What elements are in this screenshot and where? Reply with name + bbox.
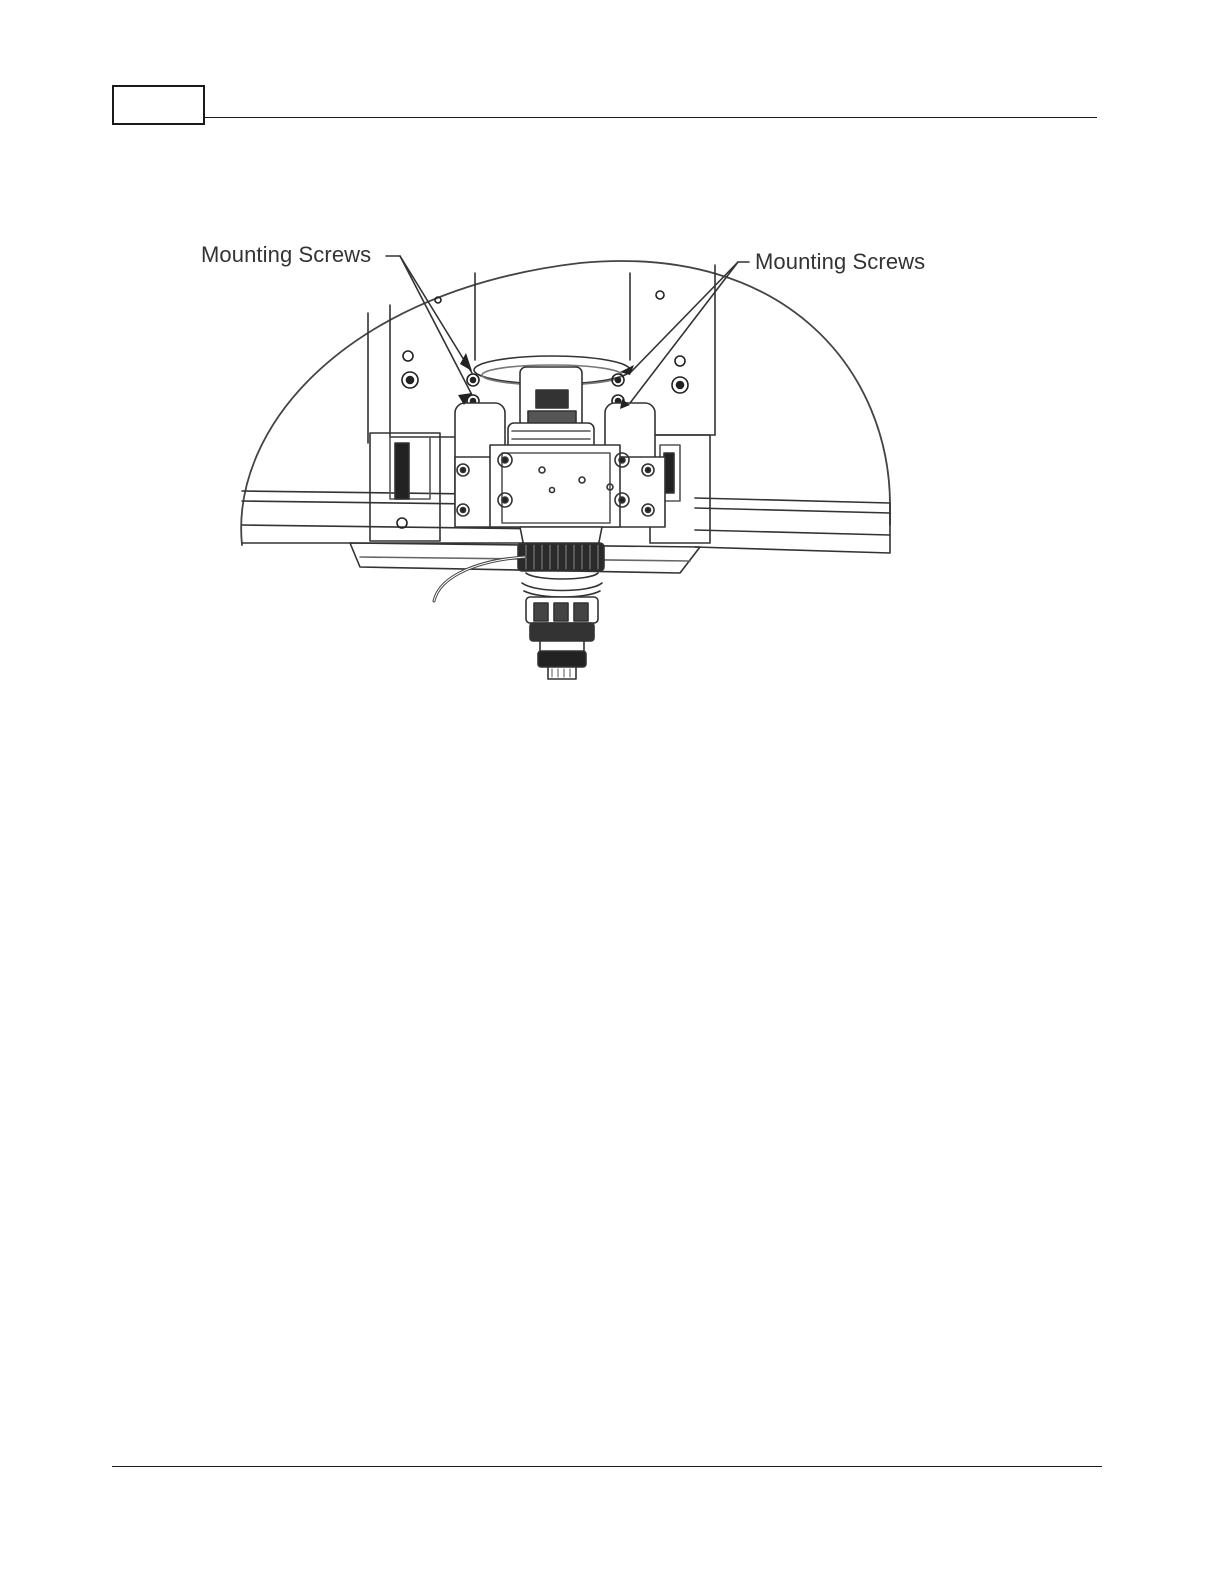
hose [434,557,525,601]
callout-mounting-screws-right: Mounting Screws [755,249,926,274]
spindle-top [508,367,594,451]
page-number-box [112,85,205,125]
header-rule [205,117,1097,118]
machine-head-illustration [190,225,950,685]
lower-spindle [518,527,604,679]
callout-mounting-screws-left: Mounting Screws [201,242,372,267]
footer-rule [112,1466,1102,1467]
